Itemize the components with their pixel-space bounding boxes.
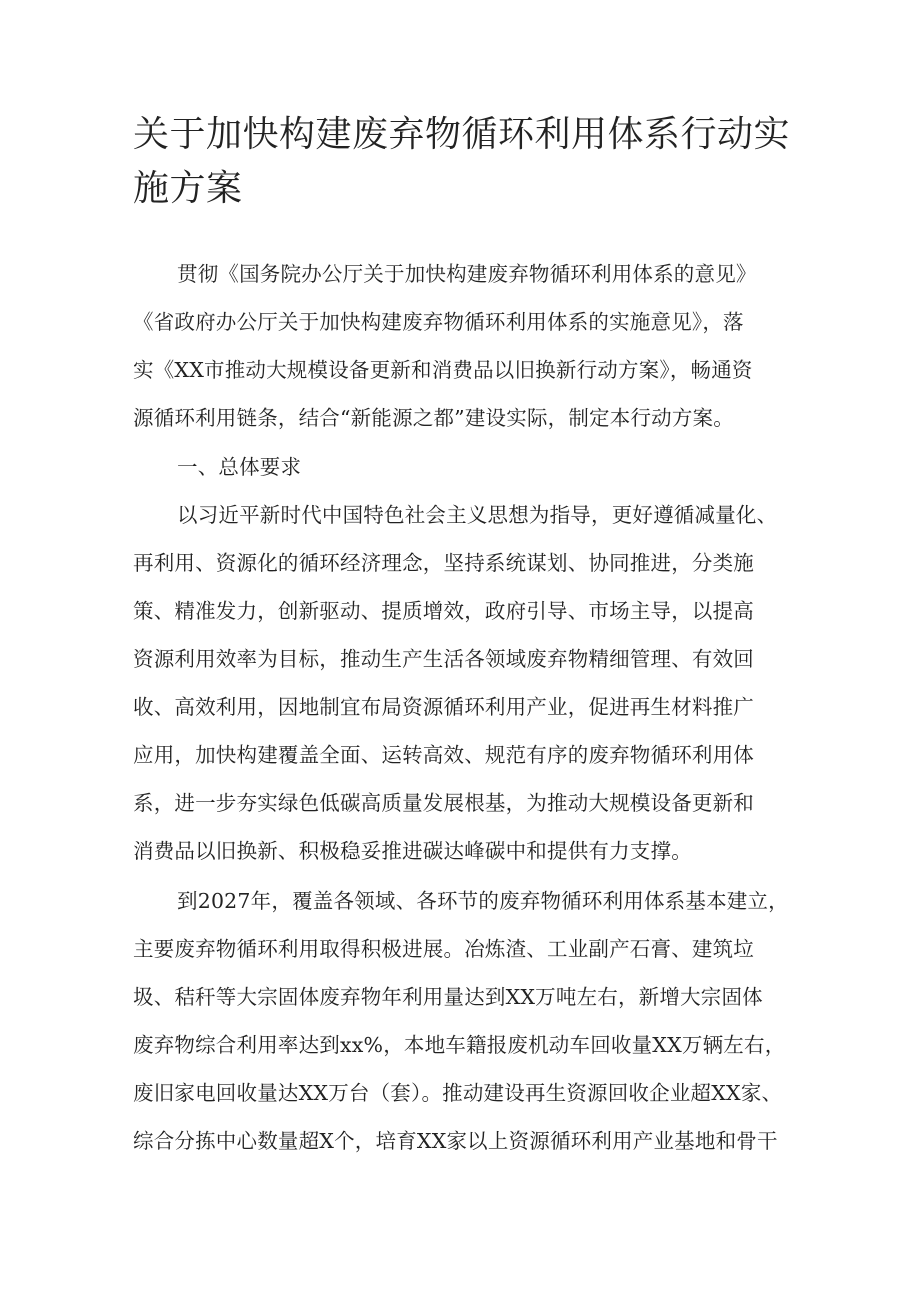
paragraph-requirements-line: 消费品以旧换新、积极稳妥推进碳达峰碳中和提供有力支撑。	[133, 839, 692, 863]
paragraph-targets-line: 到2027年，覆盖各领域、各环节的废弃物循环利用体系基本建立，	[177, 889, 789, 913]
title-line: 关于加快构建废弃物循环利用体系行动实	[133, 114, 791, 155]
paragraph-requirements-line: 以习近平新时代中国特色社会主义思想为指导，更好遵循减量化、	[177, 503, 778, 527]
paragraph-requirements-line: 策、精准发力，创新驱动、提质增效，政府引导、市场主导，以提高	[133, 599, 754, 623]
paragraph-targets-line: 废弃物综合利用率达到xx%，本地车籍报废机动车回收量XX万辆左右，	[133, 1033, 786, 1057]
title-line: 施方案	[133, 168, 243, 209]
paragraph-intro-line: 《省政府办公厅关于加快构建废弃物循环利用体系的实施意见》，落	[133, 310, 744, 334]
paragraph-requirements-line: 应用，加快构建覆盖全面、运转高效、规范有序的废弃物循环利用体	[133, 743, 754, 767]
paragraph-requirements-line: 收、高效利用，因地制宜布局资源循环利用产业，促进再生材料推广	[133, 695, 754, 719]
paragraph-intro-line: 实《XX市推动大规模设备更新和消费品以旧换新行动方案》，畅通资	[133, 358, 753, 382]
paragraph-intro-line: 贯彻《国务院办公厅关于加快构建废弃物循环利用体系的意见》	[177, 262, 757, 286]
paragraph-targets-line: 主要废弃物循环利用取得积极进展。冶炼渣、工业副产石膏、建筑垃	[133, 937, 754, 961]
paragraph-targets-line: 综合分拣中心数量超X个，培育XX家以上资源循环利用产业基地和骨干	[133, 1129, 778, 1153]
paragraph-targets-line: 圾、秸秆等大宗固体废弃物年利用量达到XX万吨左右，新增大宗固体	[133, 985, 763, 1009]
paragraph-targets-line: 废旧家电回收量达XX万台（套）。推动建设再生资源回收企业超XX家、	[133, 1081, 783, 1105]
paragraph-requirements-line: 再利用、资源化的循环经济理念，坚持系统谋划、协同推进，分类施	[133, 551, 754, 575]
paragraph-requirements-line: 系，进一步夯实绿色低碳高质量发展根基，为推动大规模设备更新和	[133, 791, 754, 815]
document-title	[133, 108, 793, 216]
paragraph-intro-line: 源循环利用链条，结合“新能源之都”建设实际，制定本行动方案。	[133, 406, 734, 430]
section-heading: 一、总体要求	[177, 455, 302, 479]
paragraph-requirements-line: 资源利用效率为目标，推动生产生活各领域废弃物精细管理、有效回	[133, 647, 754, 671]
